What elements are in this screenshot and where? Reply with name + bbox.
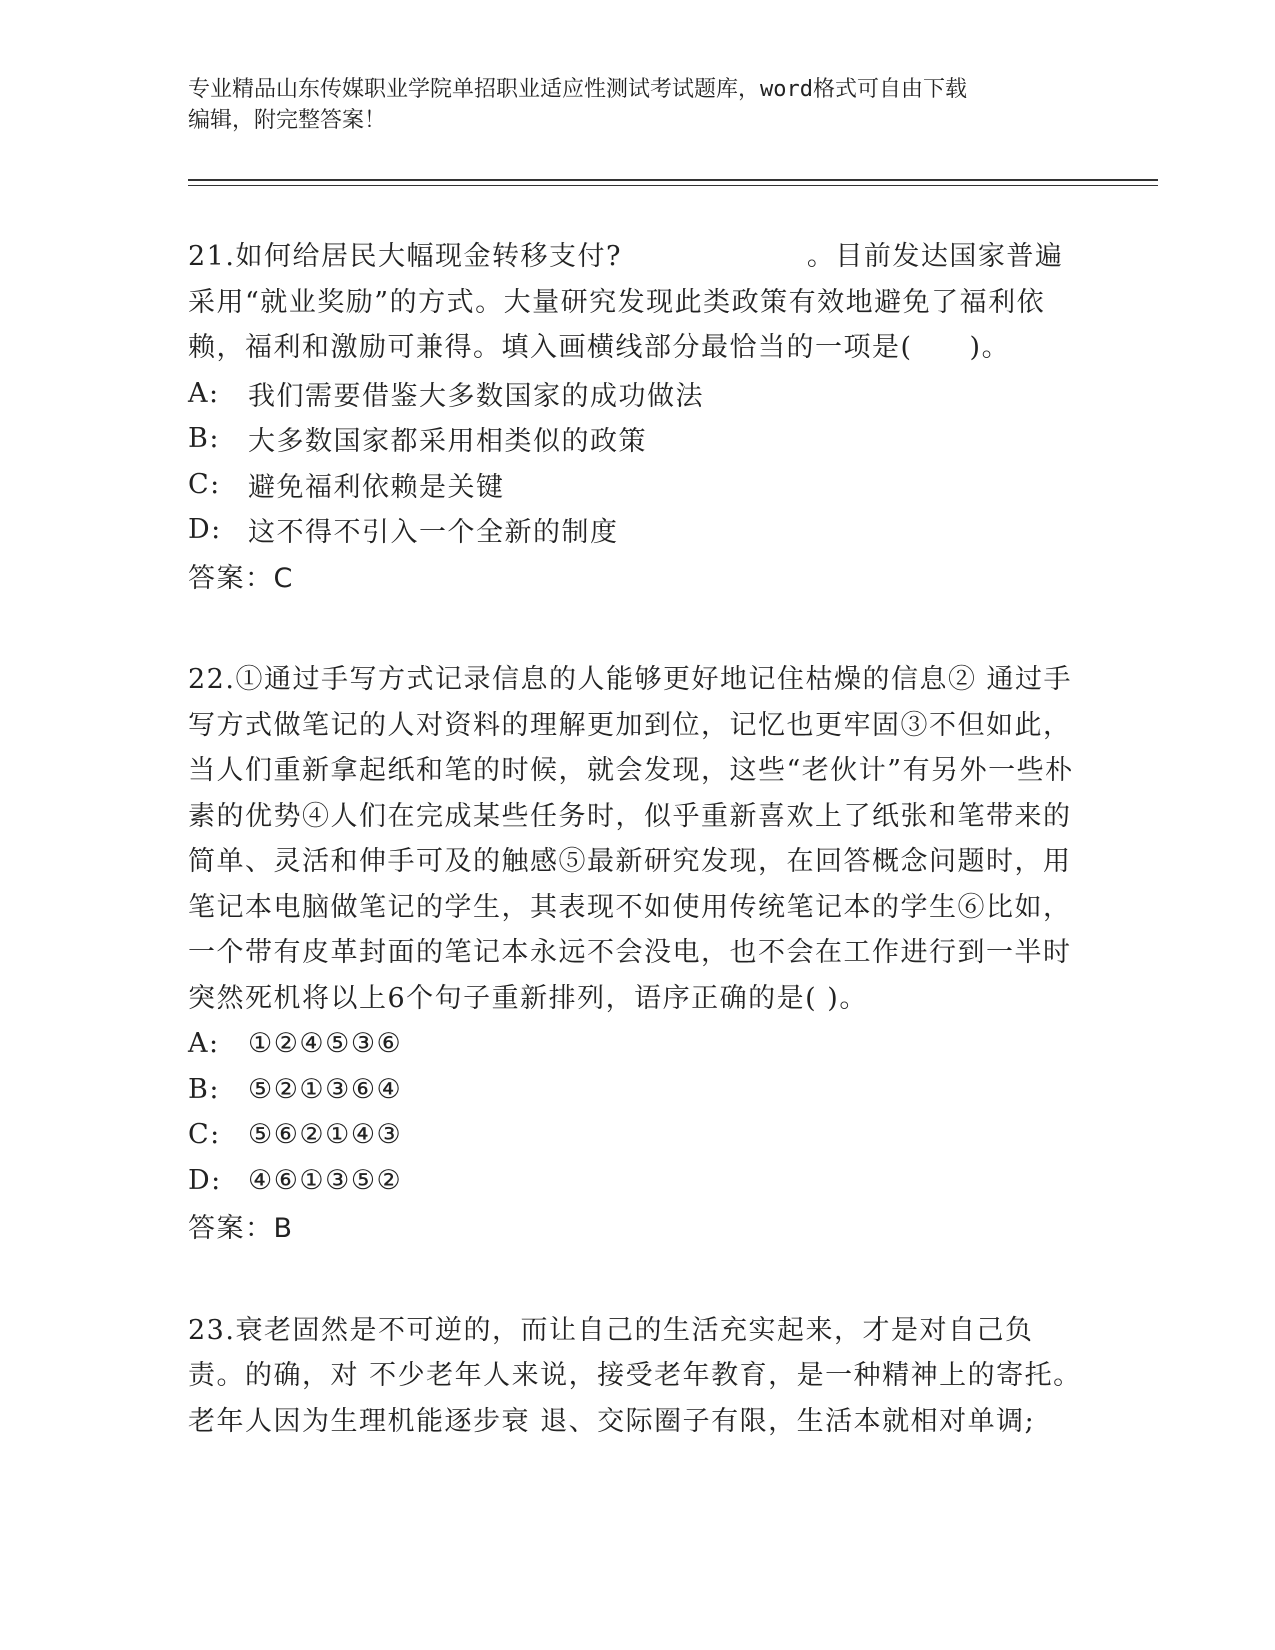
header-divider-thin [188,185,1158,186]
option-a [188,1021,1088,1067]
option-letter: C: [188,1119,221,1151]
header-line-2: 编辑，附完整答案！ [188,108,387,133]
option-d [188,507,1088,553]
option-c [188,462,1088,508]
option-text: ⑤⑥②①④③ [248,1119,403,1151]
question-text [188,234,1088,371]
option-text: ⑤②①③⑥④ [248,1073,403,1105]
option-b [188,416,1088,462]
option-text: ①②④⑤③⑥ [248,1028,403,1060]
answer-label: 答案：C [188,562,294,594]
question-22 [188,657,1088,1249]
document-header [188,74,1068,136]
option-letter: B: [188,423,220,455]
option-text: ④⑥①③⑤② [248,1164,403,1196]
option-letter: B: [188,1073,220,1105]
option-d [188,1158,1088,1204]
question-21 [188,234,1088,598]
option-letter: D: [188,1164,222,1196]
option-a [188,371,1088,417]
option-letter: C: [188,468,221,500]
question-23 [188,1308,1088,1445]
option-letter: D: [188,514,222,546]
option-text: 我们需要借鉴大多数国家的成功做法 [248,380,704,412]
option-b [188,1067,1088,1113]
option-text: 大多数国家都采用相类似的政策 [248,426,647,458]
answer-label: 答案：B [188,1213,294,1245]
question-text: 23.衰老固然是不可逆的，而让自己的生活充实起来，才是对自己负责。的确，对 不少老年人来说，接受老年教育，是一种精神上的寄托。老年人因为生理机能逐步衰 退、交际圈子有限，生活本就相对单调; [188,1314,1082,1437]
header-divider-thick [188,179,1158,181]
option-text: 这不得不引入一个全新的制度 [248,517,619,549]
document-body [188,234,1088,1444]
question-stem-end: 。目前发达国家普遍采用“就业奖励”的方式。大量研究发现此类政策有效地避免了福利依赖，福利和激励可兼得。填入画横线部分最恰当的一项是( )。 [188,241,1064,363]
header-line-1: 专业精品山东传媒职业学院单招职业适应性测试考试题库，word格式可自由下载 [188,77,967,102]
option-letter: A: [188,1028,220,1060]
question-stem-start: 21.如何给居民大幅现金转移支付? [188,241,622,272]
question-text: 22.①通过手写方式记录信息的人能够更好地记住枯燥的信息② 通过手写方式做笔记的人对资料的理解更加到位，记忆也更牢固③不但如此，当人们重新拿起纸和笔的时候，就会发现，这些“老伙计”有另外一些朴素的优势④人们在完成某些任务时，似乎重新喜欢上了纸张和笔带来的简单、灵活和伸手可及的触感⑤最新研究发现，在回答概念问题时，用笔记本电脑做笔记的学生，其表现不如使用传统笔记本的学生⑥比如， 一个带有皮革封面的笔记本永远不会没电，也不会在工作进行到一半时突然死机将以上6个句子重新排列，语序正确的是( )。 [188,664,1074,1014]
option-letter: A: [188,377,220,409]
option-text: 避免福利依赖是关键 [248,471,505,503]
option-c [188,1112,1088,1158]
